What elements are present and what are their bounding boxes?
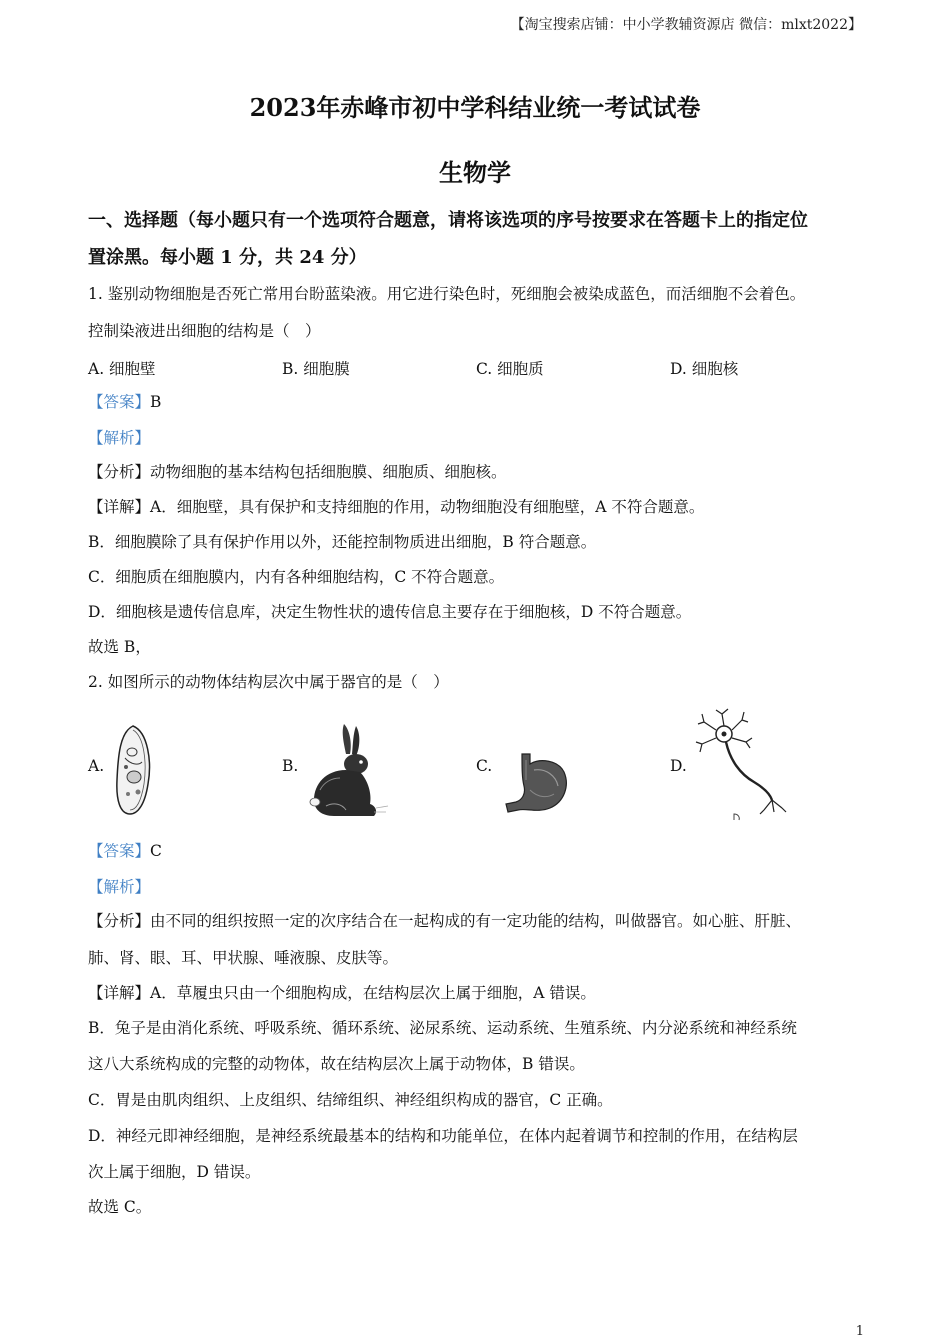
q1-answer: B (150, 393, 162, 411)
stomach-illustration (500, 750, 572, 818)
q2-analysis-1: 由不同的组织按照一定的次序结合在一起构成的有一定功能的结构，叫做器官。如心脏、肝脏、 (150, 912, 802, 930)
q2-option-d-label: D. (670, 757, 687, 775)
q2-option-c-label: C. (476, 757, 493, 775)
page-number: 1 (855, 1324, 864, 1339)
q2-jiexi-tag: 【解析】 (88, 878, 151, 896)
paramecium-illustration (108, 722, 158, 818)
rabbit-illustration (306, 720, 390, 818)
q2-detail-b-line1: B．兔子是由消化系统、呼吸系统、循环系统、泌尿系统、运动系统、生殖系统、内分泌系统和神经系统 (88, 1019, 797, 1037)
q1-answer-line (88, 392, 161, 412)
q1-detail-d: D．细胞核是遗传信息库，决定生物性状的遗传信息主要存在于细胞核，D 不符合题意。 (88, 603, 692, 621)
answer-tag: 【答案】 (88, 842, 151, 860)
q1-stem-line2: 控制染液进出细胞的结构是（ ） (88, 322, 321, 340)
subject-title: 生物学 (439, 158, 511, 187)
answer-tag: 【答案】 (88, 393, 151, 411)
q1-detail-b: B．细胞膜除了具有保护作用以外，还能控制物质进出细胞，B 符合题意。 (88, 533, 597, 551)
q2-detail-c: C．胃是由肌肉组织、上皮组织、结缔组织、神经组织构成的器官，C 正确。 (88, 1091, 613, 1109)
detail-tag: 【详解】 (88, 498, 151, 516)
detail-tag: 【详解】 (88, 984, 151, 1002)
q1-analysis: 动物细胞的基本结构包括细胞膜、细胞质、细胞核。 (150, 463, 507, 481)
q1-option-b: B. 细胞膜 (282, 360, 350, 378)
neuron-illustration (694, 708, 790, 822)
q1-option-a: A. 细胞壁 (88, 360, 156, 378)
analysis-tag: 【分析】 (88, 463, 151, 481)
q2-detail-b-line2: 这八大系统构成的完整的动物体，故在结构层次上属于动物体，B 错误。 (88, 1055, 585, 1073)
q1-option-d: D. 细胞核 (670, 360, 739, 378)
q2-stem: 2. 如图所示的动物体结构层次中属于器官的是（ ） (88, 673, 449, 691)
exam-title: 2023年赤峰市初中学科结业统一考试试卷 (249, 93, 701, 122)
q1-analysis-line (88, 462, 507, 482)
q2-detail-d-line1: D．神经元即神经细胞，是神经系统最基本的结构和功能单位，在体内起着调节和控制的作用，在结构层 (88, 1127, 798, 1145)
q2-answer: C (150, 842, 162, 860)
q1-detail-a-line (88, 497, 704, 517)
q2-conclusion: 故选 C。 (88, 1198, 152, 1216)
q2-analysis-line1 (88, 911, 801, 931)
q1-stem-line1: 1. 鉴别动物细胞是否死亡常用台盼蓝染液。用它进行染色时，死细胞会被染成蓝色，而活细胞不会着色。 (88, 285, 806, 303)
q1-detail-c: C．细胞质在细胞膜内，内有各种细胞结构，C 不符合题意。 (88, 568, 505, 586)
q2-option-a-label: A. (88, 757, 105, 775)
q2-detail-a-line (88, 983, 596, 1003)
q2-detail-a: A．草履虫只由一个细胞构成，在结构层次上属于细胞，A 错误。 (150, 984, 596, 1002)
q1-conclusion: 故选 B， (88, 638, 151, 656)
header-note: 【淘宝搜索店铺：中小学教辅资源店 微信：mlxt2022】 (510, 17, 862, 33)
q1-jiexi-tag: 【解析】 (88, 429, 151, 447)
q2-option-b-label: B. (282, 757, 299, 775)
q1-detail-a: A．细胞壁，具有保护和支持细胞的作用，动物细胞没有细胞壁，A 不符合题意。 (150, 498, 705, 516)
section-heading-line1: 一、选择题（每小题只有一个选项符合题意，请将该选项的序号按要求在答题卡上的指定位 (88, 210, 808, 231)
analysis-tag: 【分析】 (88, 912, 151, 930)
q2-analysis-line2: 肺、肾、眼、耳、甲状腺、唾液腺、皮肤等。 (88, 949, 399, 967)
q2-answer-line (88, 841, 162, 861)
q1-option-c: C. 细胞质 (476, 360, 544, 378)
section-heading-line2: 置涂黑。每小题 1 分，共 24 分） (88, 247, 367, 268)
q2-detail-d-line2: 次上属于细胞，D 错误。 (88, 1163, 261, 1181)
